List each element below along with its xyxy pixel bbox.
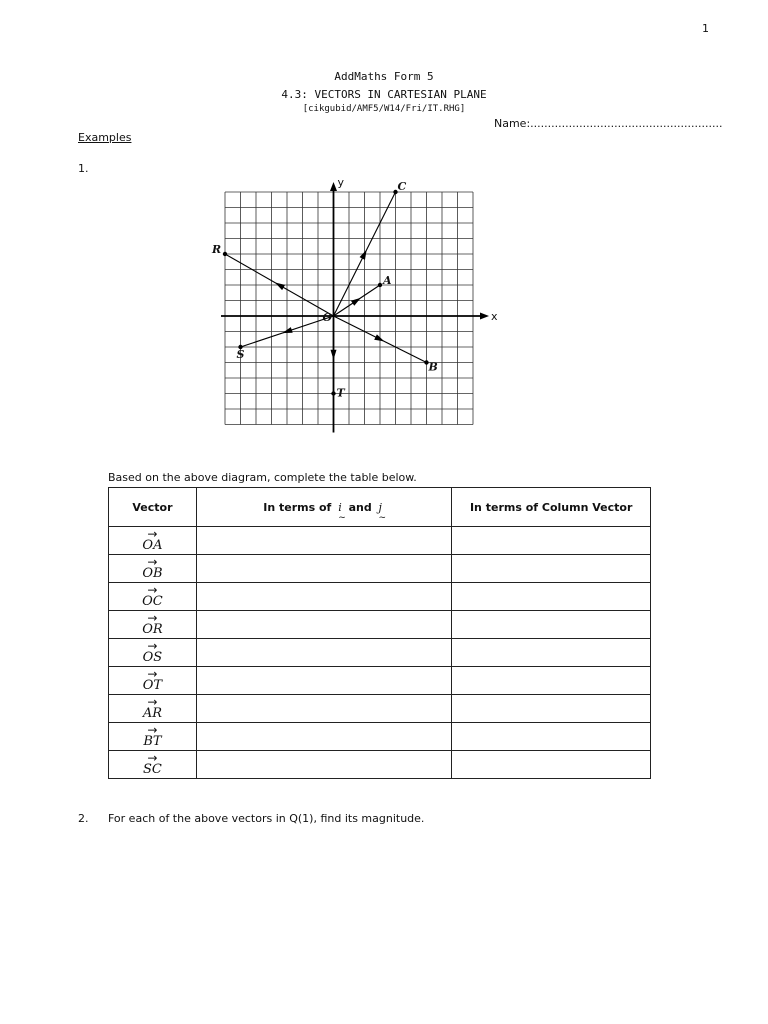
vector-arrow-icon [282, 327, 292, 333]
unit-vector-i-letter: i [338, 500, 342, 514]
point-label-b: B [428, 360, 438, 374]
table-instruction: Based on the above diagram, complete the table below. [108, 471, 417, 484]
header-ij [196, 488, 451, 527]
point-label-s: S [236, 348, 245, 361]
vector-arrow-icon: → [147, 723, 158, 737]
column-vector-answer-cell[interactable] [452, 723, 651, 751]
ij-answer-cell[interactable] [196, 723, 451, 751]
point-label-c: C [397, 180, 407, 193]
vector-cell [109, 695, 197, 723]
vector-arrow-icon [331, 350, 337, 360]
vector-cell [109, 611, 197, 639]
worksheet-code: [cikgubid/AMF5/W14/Fri/IT.RHG] [302, 104, 466, 114]
vector-arrow-icon [351, 298, 361, 306]
table-row [109, 611, 651, 639]
cartesian-plane-diagram [200, 172, 500, 440]
question-1-number: 1. [78, 162, 89, 175]
vector-name: SC [143, 762, 162, 777]
ij-answer-cell[interactable] [196, 583, 451, 611]
point-dot-r [223, 252, 227, 256]
column-vector-answer-cell[interactable] [452, 583, 651, 611]
column-vector-answer-cell[interactable] [452, 639, 651, 667]
header-column-vector: In terms of Column Vector [452, 488, 651, 527]
question-2-text: For each of the above vectors in Q(1), find its magnitude. [108, 812, 425, 825]
column-vector-answer-cell[interactable] [452, 667, 651, 695]
vectors [223, 190, 429, 396]
vector-arrow-icon [360, 250, 367, 260]
column-vector-answer-cell[interactable] [452, 751, 651, 779]
table-row [109, 583, 651, 611]
vector-cell [109, 583, 197, 611]
vector-name: OS [142, 650, 163, 665]
worksheet-title: AddMaths Form 5 [334, 70, 434, 83]
vector-cell [109, 639, 197, 667]
name-field: Name:....................................................... [494, 117, 723, 130]
column-vector-answer-cell[interactable] [452, 695, 651, 723]
page-number: 1 [702, 22, 709, 35]
vector-name: OR [142, 622, 163, 637]
vector-name: OT [142, 678, 163, 693]
vector-name: BT [143, 734, 162, 749]
table-row [109, 723, 651, 751]
vector-name: OA [142, 538, 163, 553]
tilde-i: ~ [338, 512, 346, 523]
ij-answer-cell[interactable] [196, 751, 451, 779]
unit-vector-j [376, 500, 387, 523]
unit-vector-i [335, 500, 346, 523]
grid [225, 192, 473, 425]
ij-answer-cell[interactable] [196, 667, 451, 695]
vector-name: AR [142, 706, 163, 721]
y-axis-label: y [337, 176, 345, 189]
examples-heading: Examples [78, 131, 132, 144]
vector-cell [109, 751, 197, 779]
table-row [109, 695, 651, 723]
vector-table-body [109, 527, 651, 779]
ij-answer-cell[interactable] [196, 695, 451, 723]
origin-label: O [322, 311, 333, 324]
table-row [109, 667, 651, 695]
vector-cell [109, 667, 197, 695]
worksheet-topic: 4.3: VECTORS IN CARTESIAN PLANE [281, 88, 487, 101]
vector-arrow-icon: → [147, 667, 158, 681]
table-row [109, 639, 651, 667]
vector-table [108, 487, 651, 779]
point-label-t: T [336, 386, 345, 400]
vector-arrow-icon: → [147, 751, 158, 765]
point-label-r: R [212, 243, 222, 256]
vector-name: OB [142, 566, 163, 581]
question-2-number: 2. [78, 812, 89, 825]
vector-arrow-icon: → [147, 695, 158, 709]
ij-answer-cell[interactable] [196, 555, 451, 583]
vector-cell [109, 527, 197, 555]
column-vector-answer-cell[interactable] [452, 555, 651, 583]
unit-vector-j-letter: j [378, 500, 382, 514]
axes [221, 176, 498, 433]
x-axis-label: x [491, 310, 498, 323]
table-row [109, 555, 651, 583]
point-label-a: A [383, 274, 392, 287]
ij-answer-cell[interactable] [196, 639, 451, 667]
column-vector-answer-cell[interactable] [452, 527, 651, 555]
column-vector-answer-cell[interactable] [452, 611, 651, 639]
vector-arrow-icon [374, 334, 384, 341]
header-ij-prefix: In terms of [263, 500, 332, 514]
vector-cell [109, 723, 197, 751]
vector-arrow-icon: → [147, 583, 158, 597]
table-row [109, 751, 651, 779]
vector-arrow-icon: → [147, 639, 158, 653]
vector-arrow-icon [275, 283, 285, 291]
point-dot-a [378, 283, 382, 287]
point-labels [211, 180, 438, 400]
ij-answer-cell[interactable] [196, 611, 451, 639]
x-axis-arrow-icon [480, 313, 489, 320]
y-axis-arrow-icon [330, 182, 337, 191]
vector-name: OC [142, 594, 163, 609]
ij-answer-cell[interactable] [196, 527, 451, 555]
table-row [109, 527, 651, 555]
tilde-j: ~ [378, 512, 387, 523]
header-vector: Vector [109, 488, 197, 527]
vector-arrow-icon: → [147, 555, 158, 569]
vector-arrow-icon: → [147, 611, 158, 625]
point-dot-t [331, 391, 335, 395]
header-and: and [348, 500, 372, 514]
vector-arrow-icon: → [147, 527, 158, 541]
vector-cell [109, 555, 197, 583]
